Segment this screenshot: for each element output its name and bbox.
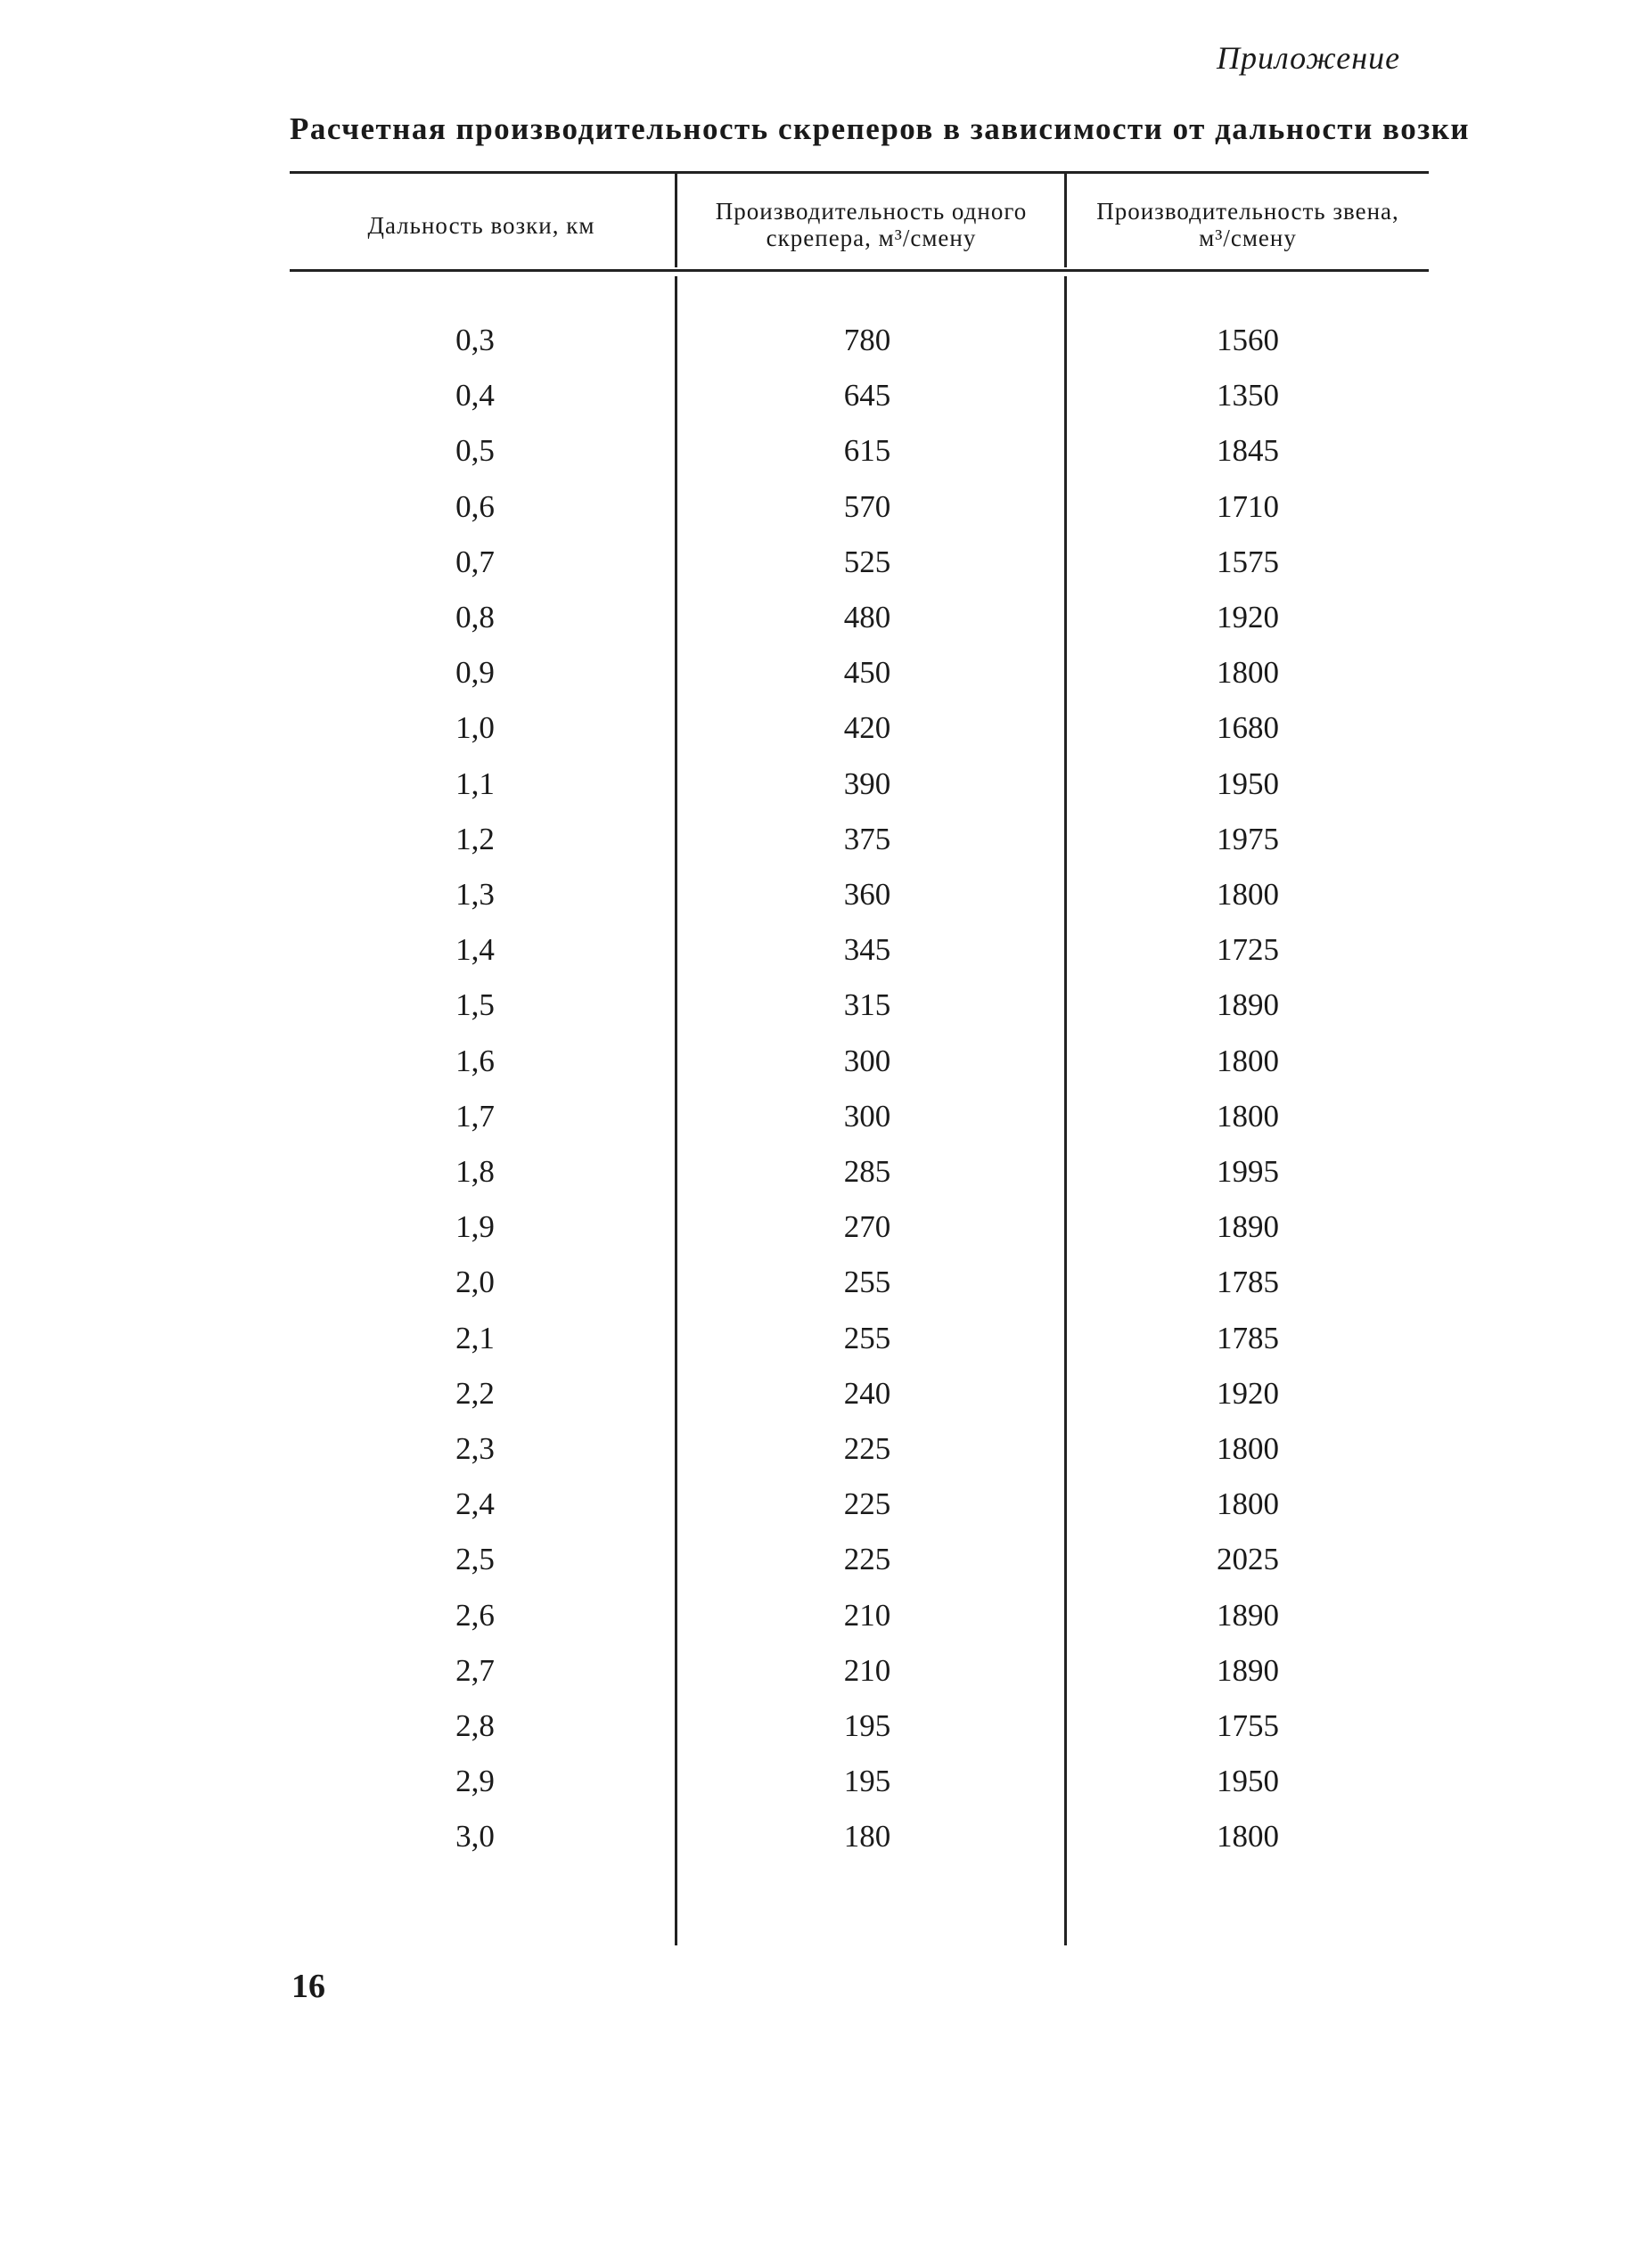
single-scraper-cell: 390: [843, 766, 891, 801]
distance-cell: 1,2: [455, 821, 495, 856]
table-row: [0, 1099, 1648, 1152]
single-scraper-cell: 360: [843, 877, 891, 912]
single-scraper-cell: 570: [843, 488, 891, 524]
table-top-rule: [290, 171, 1429, 174]
distance-cell: 2,4: [455, 1486, 495, 1522]
table-row: [0, 1542, 1648, 1595]
unit-cell: 1350: [1217, 378, 1279, 413]
page-number: 16: [291, 1968, 325, 2005]
unit-cell: 1785: [1217, 1320, 1279, 1355]
table-row: [0, 987, 1648, 1041]
single-scraper-cell: 615: [843, 433, 891, 469]
distance-cell: 0,8: [455, 600, 495, 635]
distance-cell: 1,7: [455, 1098, 495, 1134]
table-row: [0, 1431, 1648, 1485]
single-scraper-cell: 480: [843, 600, 891, 635]
unit-cell: 1890: [1217, 987, 1279, 1023]
distance-cell: 2,6: [455, 1597, 495, 1633]
distance-cell: 1,4: [455, 932, 495, 968]
distance-cell: 0,6: [455, 488, 495, 524]
single-scraper-cell: 195: [843, 1708, 891, 1743]
distance-cell: 0,3: [455, 323, 495, 357]
unit-cell: 1575: [1217, 544, 1279, 579]
column-header-unit: Производительность звена, м³/смену: [1096, 198, 1399, 251]
table-row: [0, 877, 1648, 930]
distance-cell: 2,8: [455, 1708, 495, 1743]
table-row: [0, 600, 1648, 653]
unit-cell: 1560: [1217, 323, 1279, 357]
unit-cell: 1890: [1217, 1597, 1279, 1633]
unit-cell: 2025: [1217, 1542, 1279, 1577]
single-scraper-cell: 255: [843, 1320, 891, 1355]
table-row: [0, 1209, 1648, 1263]
single-scraper-cell: 645: [843, 378, 891, 413]
distance-cell: 2,9: [455, 1764, 495, 1799]
table-row: [0, 1486, 1648, 1540]
unit-cell: 1800: [1217, 1431, 1279, 1466]
distance-cell: 1,9: [455, 1209, 495, 1245]
table-row: [0, 489, 1648, 543]
distance-cell: 2,1: [455, 1320, 495, 1355]
table-row: [0, 822, 1648, 875]
distance-cell: 1,3: [455, 877, 495, 912]
table-row: [0, 1708, 1648, 1762]
unit-cell: 1755: [1217, 1708, 1279, 1743]
single-scraper-cell: 225: [843, 1486, 891, 1522]
single-scraper-cell: 210: [843, 1597, 891, 1633]
unit-cell: 1800: [1217, 1819, 1279, 1855]
distance-cell: 1,6: [455, 1043, 495, 1078]
appendix-label: Приложение: [1217, 40, 1401, 76]
single-scraper-cell: 450: [843, 655, 891, 691]
distance-cell: 2,3: [455, 1431, 495, 1466]
distance-cell: 0,9: [455, 655, 495, 691]
column-divider-2: [1064, 174, 1067, 267]
unit-cell: 1890: [1217, 1209, 1279, 1245]
distance-cell: 0,4: [455, 378, 495, 413]
unit-cell: 1995: [1217, 1154, 1279, 1189]
single-scraper-cell: 180: [843, 1819, 891, 1855]
table-row: [0, 655, 1648, 708]
distance-cell: 2,7: [455, 1652, 495, 1688]
single-scraper-cell: 525: [843, 544, 891, 579]
unit-cell: 1800: [1217, 1098, 1279, 1134]
distance-cell: 1,0: [455, 710, 495, 746]
single-scraper-cell: 300: [843, 1098, 891, 1134]
single-scraper-cell: 375: [843, 821, 891, 856]
table-header-rule: [290, 269, 1429, 272]
table-row: [0, 1653, 1648, 1707]
unit-cell: 1680: [1217, 710, 1279, 746]
unit-cell: 1800: [1217, 877, 1279, 912]
unit-cell: 1920: [1217, 1375, 1279, 1411]
unit-cell: 1920: [1217, 600, 1279, 635]
table-row: [0, 710, 1648, 764]
table-row: [0, 1321, 1648, 1374]
unit-cell: 1800: [1217, 655, 1279, 691]
table-row: [0, 1265, 1648, 1318]
single-scraper-cell: 195: [843, 1764, 891, 1799]
distance-cell: 2,2: [455, 1375, 495, 1411]
table-title: Расчетная производительность скреперов в зависимости от дальности возки: [290, 111, 1471, 146]
distance-cell: 1,5: [455, 987, 495, 1023]
table-row: [0, 1819, 1648, 1872]
table-row: [0, 378, 1648, 431]
unit-cell: 1950: [1217, 766, 1279, 801]
single-scraper-cell: 315: [843, 987, 891, 1023]
single-scraper-cell: 300: [843, 1043, 891, 1078]
table-row: [0, 1044, 1648, 1097]
distance-cell: 1,1: [455, 766, 495, 801]
table-row: [0, 1764, 1648, 1817]
table-row: [0, 766, 1648, 820]
single-scraper-cell: 255: [843, 1265, 891, 1300]
distance-cell: 0,5: [455, 433, 495, 469]
table-row: [0, 544, 1648, 598]
distance-cell: 1,8: [455, 1154, 495, 1189]
unit-cell: 1890: [1217, 1652, 1279, 1688]
unit-cell: 1950: [1217, 1764, 1279, 1799]
single-scraper-cell: 225: [843, 1431, 891, 1466]
distance-cell: 3,0: [455, 1819, 495, 1855]
single-scraper-cell: 420: [843, 710, 891, 746]
distance-cell: 0,7: [455, 544, 495, 579]
distance-cell: 2,5: [455, 1542, 495, 1577]
unit-cell: 1710: [1217, 488, 1279, 524]
unit-cell: 1975: [1217, 821, 1279, 856]
single-scraper-cell: 285: [843, 1154, 891, 1189]
distance-cell: 2,0: [455, 1265, 495, 1300]
table-row: [0, 323, 1648, 376]
single-scraper-cell: 210: [843, 1652, 891, 1688]
table-row: [0, 932, 1648, 986]
table-row: [0, 1154, 1648, 1208]
single-scraper-cell: 270: [843, 1209, 891, 1245]
unit-cell: 1845: [1217, 433, 1279, 469]
single-scraper-cell: 345: [843, 932, 891, 968]
table-row: [0, 1598, 1648, 1651]
unit-cell: 1800: [1217, 1486, 1279, 1522]
unit-cell: 1800: [1217, 1043, 1279, 1078]
single-scraper-cell: 780: [843, 323, 891, 357]
unit-cell: 1785: [1217, 1265, 1279, 1300]
table-row: [0, 1376, 1648, 1429]
column-header-distance: Дальность возки, км: [367, 212, 595, 239]
table-row: [0, 433, 1648, 487]
single-scraper-cell: 225: [843, 1542, 891, 1577]
column-header-single-scraper: Производительность одного скрепера, м³/смену: [715, 198, 1028, 251]
column-divider-1: [675, 174, 677, 267]
unit-cell: 1725: [1217, 932, 1279, 968]
single-scraper-cell: 240: [843, 1375, 891, 1411]
